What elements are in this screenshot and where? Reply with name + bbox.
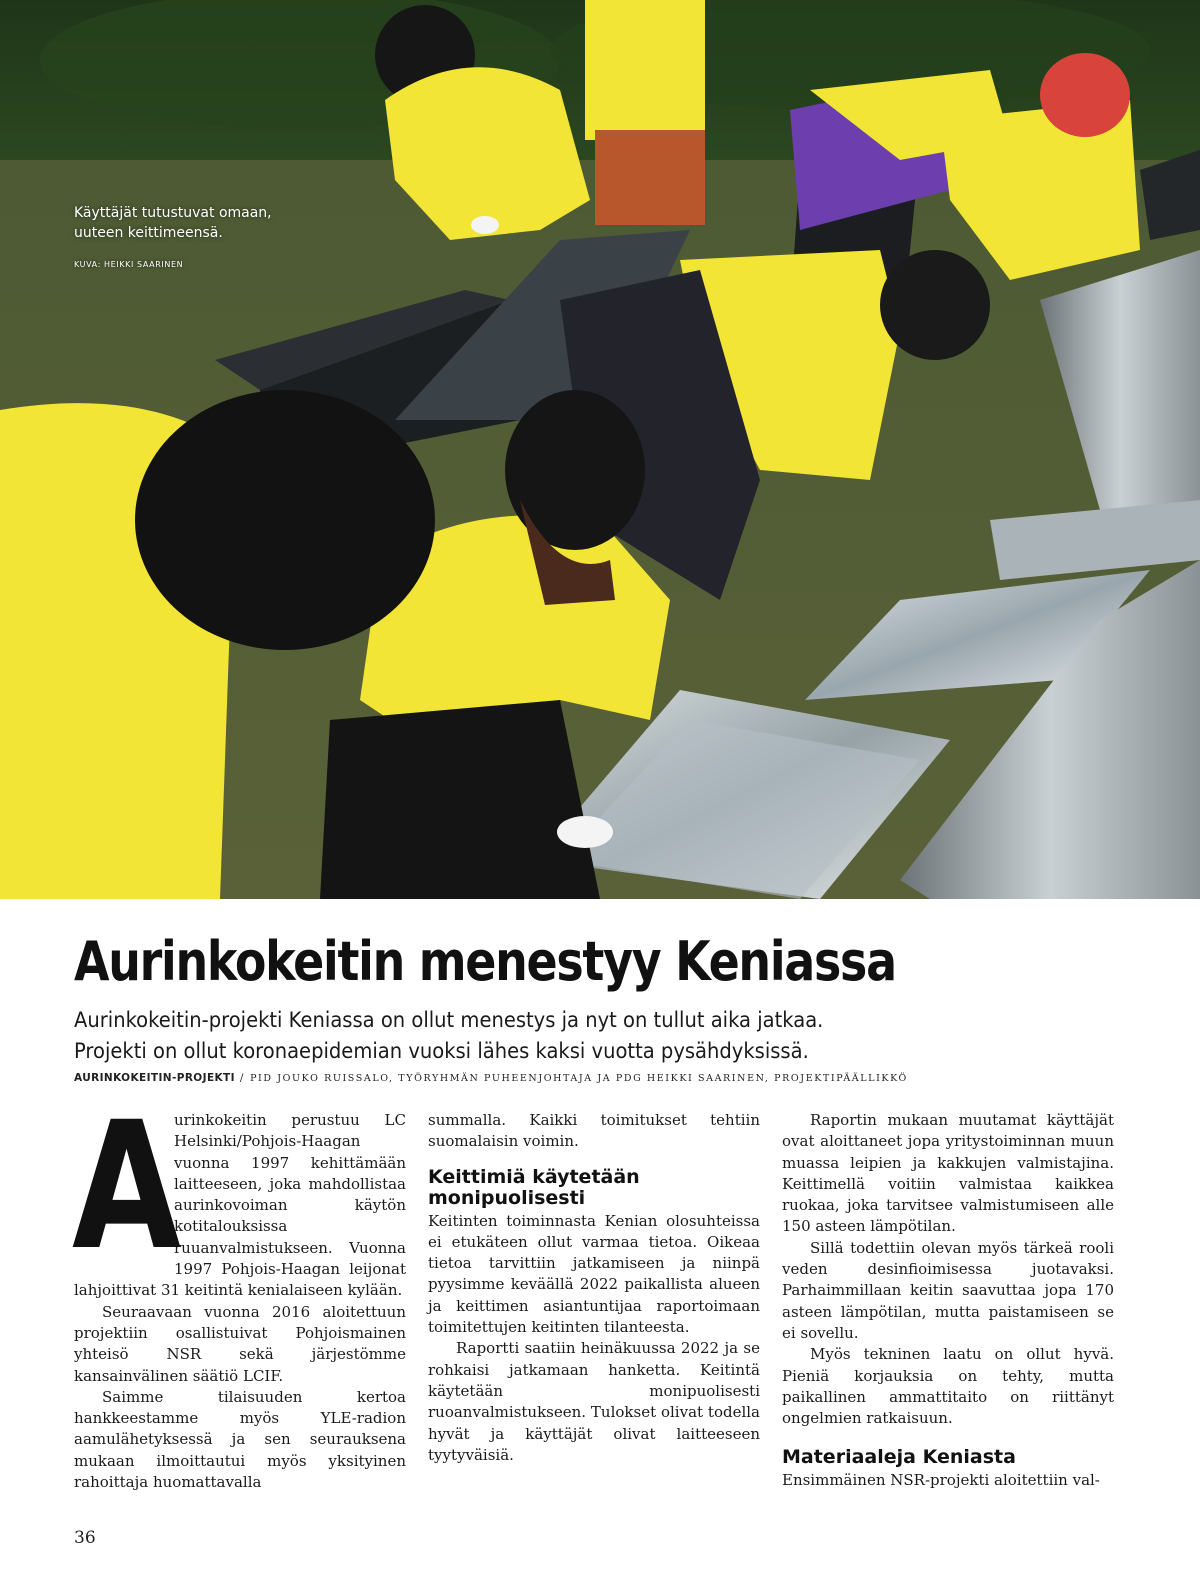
body-paragraph: Keitinten toiminnasta Kenian olosuhteissa ei etukäteen ollut varmaa tietoa. Oikeaa tietoa tarvittiin jatkamiseen ja niinpä pyysimme keväällä 2022 paikallista alueen ja keittimen asiantuntijaa raportoimaan toimitettujen keitinten tilanteesta.	[428, 1211, 760, 1337]
page-number: 36	[74, 1528, 96, 1548]
subheading: Keittimiä käytetään monipuolisesti	[428, 1165, 640, 1209]
body-column-3	[782, 1110, 1114, 1492]
author-credits: PID JOUKO RUISSALO, TYÖRYHMÄN PUHEENJOHTAJA JA PDG HEIKKI SAARINEN, PROJEKTIPÄÄLLIKKÖ	[250, 1073, 908, 1084]
body-paragraph: Saimme tilaisuuden kertoa hankkeestamme myös YLE-radion aamulähetyksessä ja sen seurauksena mukaan ilmoittautui myös yksityinen rahoittaja huomattavalla	[74, 1387, 406, 1492]
byline-separator: /	[239, 1072, 246, 1084]
photo-credit: KUVA: HEIKKI SAARINEN	[74, 260, 184, 269]
photo-caption	[74, 203, 334, 243]
body-paragraph: urinkokeitin perustuu LC Helsinki/Pohjois-Haagan vuonna 1997 kehittämään laitteeseen, joka mahdollistaa aurinkovoiman käytön kotitalouksissa ruuanvalmistukseen. Vuonna 1997 Pohjois-Haagan leijonat lahjoittivat 31 keitintä kenialaiseen kylään.	[74, 1111, 406, 1300]
body-column-1	[72, 1084, 406, 1493]
article-lead	[74, 1005, 1154, 1067]
lead-line: Projekti on ollut koronaepidemian vuoksi lähes kaksi vuotta pysähdyksissä.	[74, 1039, 809, 1063]
photo-caption-line: uuteen keittimeensä.	[74, 225, 223, 241]
lead-line: Aurinkokeitin-projekti Keniassa on ollut menestys ja nyt on tullut aika jatkaa.	[74, 1008, 824, 1032]
article-byline	[74, 1072, 1154, 1084]
photo-caption-line: Käyttäjät tutustuvat omaan,	[74, 205, 272, 221]
article-title: Aurinkokeitin menestyy Keniassa	[74, 930, 896, 993]
body-paragraph: Raportin mukaan muutamat käyttäjät ovat aloittaneet jopa yritystoiminnan muun muassa leipien ja kakkujen valmistajina. Keittimellä voitiin valmistaa kaikkea ruokaa, joka tarvitsee valmistumiseen alle 150 asteen lämpötilan.	[782, 1111, 1114, 1236]
body-column-2	[428, 1110, 760, 1466]
drop-cap: A	[72, 1084, 181, 1289]
body-paragraph: Seuraavaan vuonna 2016 aloitettuun projektiin osallistuivat Pohjoismainen yhteisö NSR sekä järjestömme kansainvälinen säätiö LCIF.	[74, 1302, 406, 1385]
body-paragraph: summalla. Kaikki toimitukset tehtiin suomalaisin voimin.	[428, 1111, 760, 1151]
body-paragraph: Raportti saatiin heinäkuussa 2022 ja se rohkaisi jatkamaan hanketta. Keitintä käytetään monipuolisesti ruoanvalmistukseen. Tulokset olivat todella hyvät ja käyttäjät olivat laitteeseen tyytyväisiä.	[428, 1339, 760, 1464]
body-paragraph: Sillä todettiin olevan myös tärkeä rooli veden desinfioimisessa juotavaksi. Parhaimmillaan keitin saavuttaa jopa 170 asteen lämpötilan, mutta paistamiseen se ei sovellu.	[782, 1238, 1114, 1342]
subheading: Materiaaleja Keniasta	[782, 1446, 1016, 1469]
body-paragraph: Ensimmäinen NSR-projekti aloitettiin val-	[782, 1471, 1100, 1490]
section-label: AURINKOKEITIN-PROJEKTI	[74, 1072, 235, 1084]
body-paragraph: Myös tekninen laatu on ollut hyvä. Pieniä korjauksia on tehty, mutta paikallinen ammattitaito on riittänyt ongelmien ratkaisuun.	[782, 1345, 1114, 1428]
